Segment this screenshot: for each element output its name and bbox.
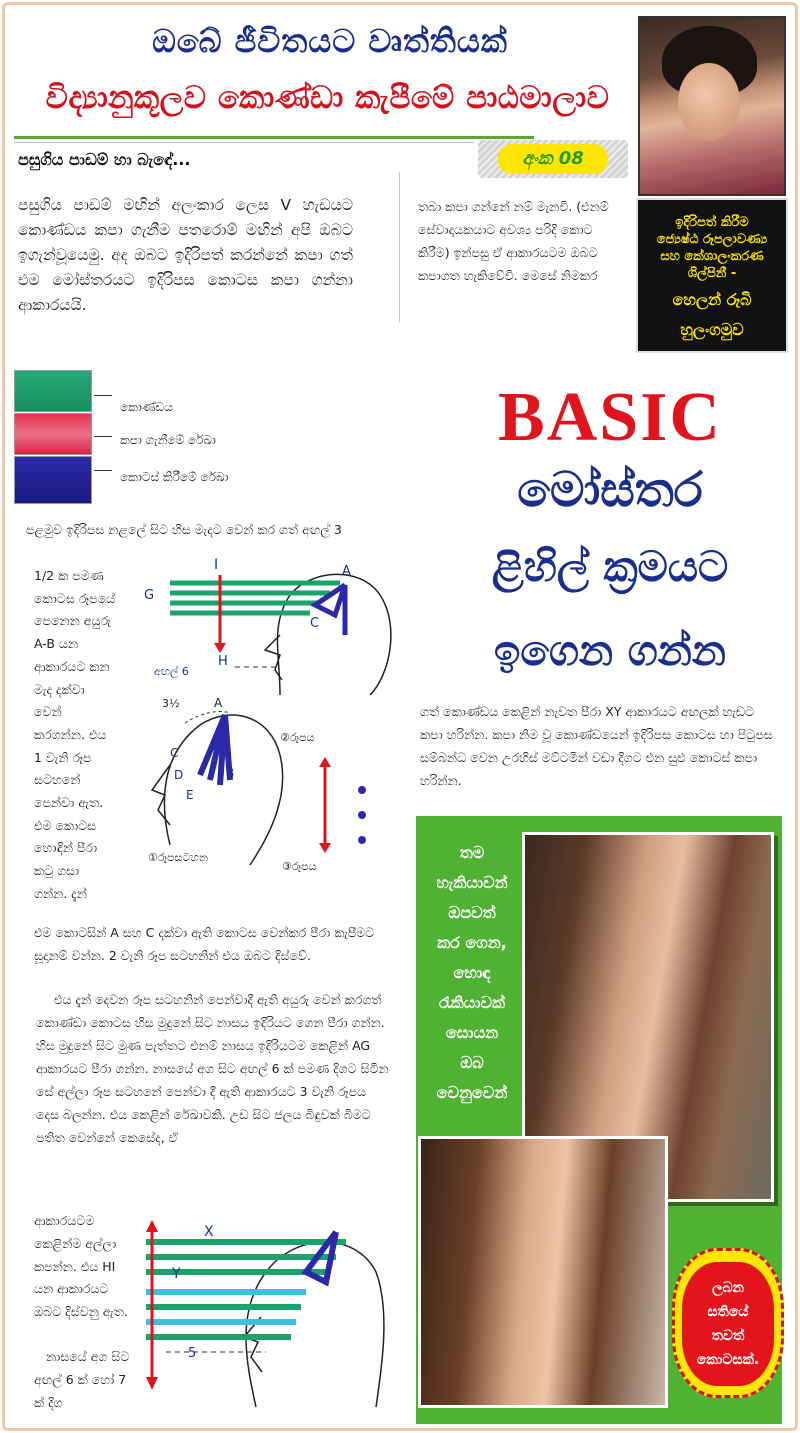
label-x: X (204, 1224, 214, 1240)
label-fig-3: ③රූපය (282, 860, 317, 873)
next-line: කොටසක්. (696, 1352, 760, 1368)
label-b: B (226, 766, 235, 780)
step-1-top: පළමුව ඉදිරිපස නළලේ සිට හිස මැදට වෙන් කර ගත් අඟල් 3 (26, 522, 342, 537)
credit-name: හෙලන් රූබි (672, 290, 752, 309)
right-paragraph: ගත් කොණ්ඩය කෙළින් නැවත පීරා XY ආකාරයට අඟලක් හැඩට කපා හරින්න. කපා නිම වූ කොණ්ඩයෙන් ඉදිරිපස කොටස හා පිටුපස සම්බන්ධ වෙන උරහිස් මට්ටමින් වඩා දිගට එන සුළු කොටස් කපා හරින්න. (420, 704, 773, 788)
swatch-cutting-line (14, 413, 92, 455)
divider-grey (14, 142, 474, 143)
label-e: E (186, 788, 194, 802)
credit-line: සහ කේශාලංකරණ (660, 249, 764, 264)
credit-line: ශිල්පිනී - (687, 266, 737, 281)
title-line-1: මෝස්තර (517, 462, 703, 518)
model-photo-2 (418, 1136, 668, 1408)
promo-line: හැකියාවන් (436, 873, 508, 892)
author-portrait (638, 16, 786, 196)
column-rule (399, 172, 400, 322)
label-fig-2: ②රූපය (280, 731, 315, 744)
promo-line: වෙනුවෙන් (436, 1083, 508, 1102)
headline-line-2: විද්‍යානුකූලව කොණ්ඩා කැපීමේ පාඨමාලාව (45, 80, 610, 116)
legend-leader (94, 395, 112, 396)
credit-line: ජ්‍යෙෂ්ඨ රූපලාවණ්‍ය (656, 232, 768, 247)
label-c: C (310, 616, 320, 631)
step-1-rest: එම කොටසින් A සහ C දක්වා ඇති කොටස වෙන්කර පීරා කැපීමට සූදානම් වන්න. 2 වැනි රූප සටහනින් එය ඔබට දිස්වේ. (34, 925, 375, 963)
step-1-column: 1/2 ක පමණ කොටස රූපයේ පෙනෙන අයුරු A-B යන ආකාරයට කන මැද දක්වා වෙන් කරගන්න. එය 1 වැනි රූප සටහනේ පෙන්වා ඇත. එම කොටස හොඳින් පීරා කටු ගසා ගන්න. දැන් (34, 568, 116, 901)
label-y: Y (172, 1266, 181, 1282)
label-a: A (342, 564, 351, 579)
subtitle: පසුගිය පාඩම් හා බැඳේ... (18, 150, 191, 169)
drop (358, 786, 366, 794)
diagram-2 (130, 695, 400, 890)
drop (358, 811, 366, 819)
promo-line: ඔබ (460, 1053, 484, 1072)
issue-badge (478, 140, 628, 178)
label-i: I (214, 557, 219, 573)
author-credit (636, 198, 788, 353)
swatch-hair (14, 370, 92, 412)
promo-line: කර ගෙන, (437, 933, 507, 952)
step-4: නාසයේ අග සිට අඟල් 6 ක් හෝ 7 ක් දිග (34, 1349, 130, 1410)
promo-line: හොඳ (453, 963, 491, 982)
promo-line: ඔපවත් (448, 903, 496, 922)
swatch-section-line (14, 456, 92, 504)
diagram-1 (130, 555, 400, 705)
intro-paragraph: පසුගිය පාඩම් මඟින් අලංකාර ලෙස V හැඩයට කොණ්ඩය කපා ගැනීම පතරොම් මඟින් අපි ඔබට ඉගැන්වූයෙමු. අද ඔබට ඉදිරිපත් කරන්නේ කපා ගත් එම මෝස්තරයට ඉදිරිපස කොටස කපා ගන්නා ආකාරයයි. (18, 196, 353, 314)
issue-number: අංක 08 (498, 144, 608, 174)
legend-leader (94, 436, 112, 437)
next-line: තවත් (711, 1328, 745, 1344)
label-g: G (144, 588, 155, 603)
legend-section-line: කොටස් කිරීමේ රේඛා (120, 470, 229, 484)
legend-cutting-line: කපා ගැනීමේ රේඛා (120, 433, 216, 447)
step-3: ආකාරයටම කෙළින්ම අල්ලා කපන්න. එය HI යන ආකාරයට ඔබට දිස්වනු ඇත. (34, 1213, 128, 1320)
title-line-2: ළිහිල් ක්‍රමයට (491, 542, 729, 591)
headline-line-1: ඔබේ ජීවිතයට වෘත්තියක් (152, 22, 508, 60)
promo-line: රැකියාවක් (438, 993, 506, 1012)
red-arrowhead (214, 643, 226, 653)
diagram-3 (136, 1212, 406, 1412)
label-a: A (214, 696, 223, 710)
promo-line: සොයන (445, 1023, 499, 1042)
next-line: සතියේ (707, 1304, 749, 1320)
divider-green (14, 136, 534, 139)
label-5: 5 (188, 1346, 197, 1361)
legend-hair: කොණ්ඩය (120, 400, 173, 414)
label-3-5: 3½ (162, 697, 180, 710)
label-d: D (174, 768, 184, 782)
label-c: C (170, 746, 179, 760)
promo-text (422, 838, 522, 1108)
next-line: ලබන (711, 1280, 745, 1296)
title-basic: BASIC (498, 379, 722, 456)
label-inches: අඟල් 6 (154, 665, 189, 678)
promo-line: තම (459, 843, 485, 862)
next-week-text (682, 1262, 774, 1386)
title-line-3: ඉගෙන ගන්න (494, 626, 726, 675)
credit-line: ඉදිරිපත් කිරීම (675, 215, 749, 230)
label-fig-1: ①රූපසටහන (148, 851, 208, 864)
column-2-paragraph: තබා කපා ගන්නේ නම් මැනවි. (එනම් සේවාදායකයාට අවශ්‍ය පරිදි කොට කිරීම) ඉන්පසු ඒ ආකාරයටම ඔබට කපාගත හැකිවේවි. මෙසේ නිමකර (418, 199, 609, 283)
label-h: H (218, 654, 228, 669)
step-2: එය දැන් දෙවන රූප සටහනින් පෙන්වාදී ඇති අයුරු වෙන් කරගත් කොණ්ඩා කොටස හිස මුදුනේ සිට නාසය ඉදිරියට ගෙන පීරා ගන්න. හිස මුදුනේ සිට මුණ පැත්තට එනම් නාසය ඉදිරියටම කෙළින් AG ආකාරයට පීරා ගන්න. නාසයේ අග සිට අඟල් 6 ක් පමණ දිගට සිටින සේ අල්ලා රූප සටහනේ පෙන්වා දී ඇති ආකාරයට 3 වැනි රූපය දෙස බලන්න. එය කෙළින් රේඛාවකි. උඩ සිට ජලය බිඳුවක් බිමට පතිත වෙන්නේ කෙසේද, ඒ (36, 992, 389, 1145)
portrait-face (678, 63, 740, 141)
credit-name: හුලංගමුව (680, 320, 744, 339)
drop (358, 836, 366, 844)
legend-leader (94, 470, 112, 471)
